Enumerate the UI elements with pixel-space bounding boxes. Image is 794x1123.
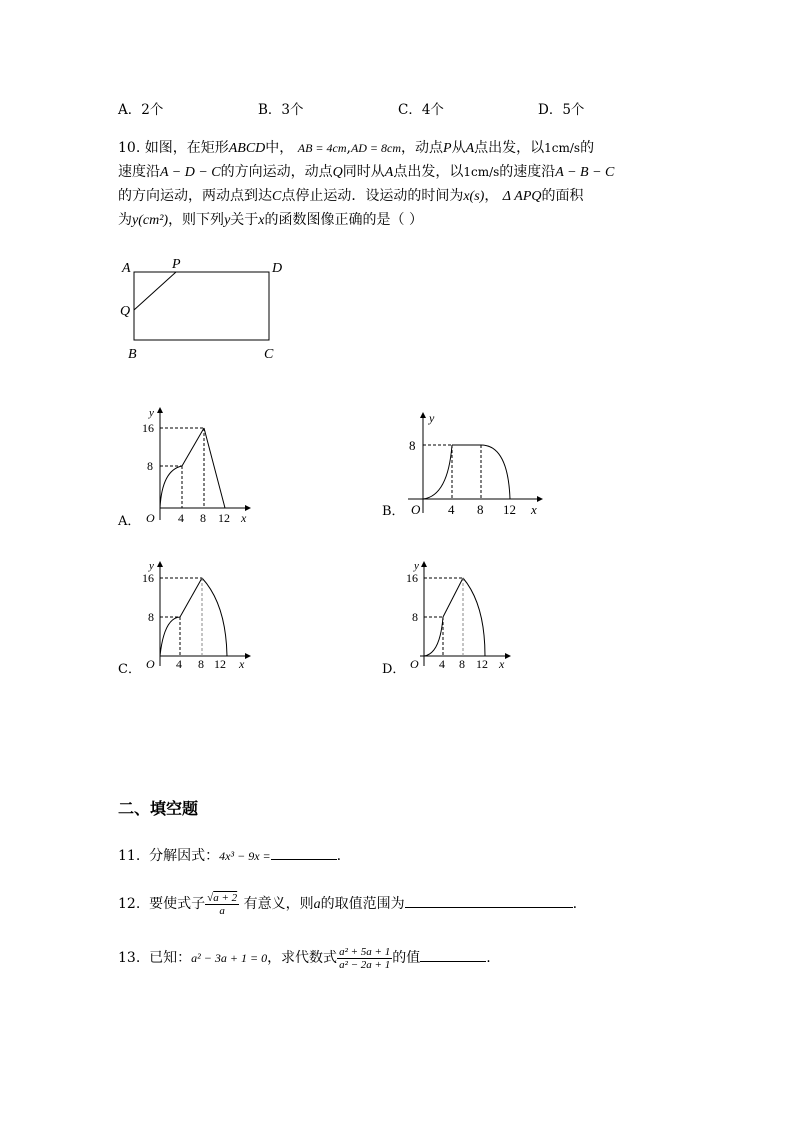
q12-numerator: √a + 2 bbox=[207, 891, 238, 904]
graph-d bbox=[400, 558, 520, 673]
q12: 12. 要使式子 $\frac{√a + 2}{a}$ 有意义，则a的取值范围为 . bbox=[118, 891, 578, 917]
label-b: B bbox=[128, 347, 137, 362]
rectangle-figure bbox=[110, 252, 310, 367]
q13-numerator: a² + 5a + 1 bbox=[339, 945, 391, 958]
origin-label: O bbox=[410, 657, 419, 671]
tick-8: 8 bbox=[412, 610, 418, 624]
q11-number: 11. bbox=[118, 848, 141, 864]
q9-option-d: D．5个 bbox=[538, 102, 585, 118]
graph-a-label: A． bbox=[118, 514, 141, 529]
origin-label: O bbox=[411, 502, 421, 517]
q10-line-1: 10. 如图，在矩形ABCD中， AB = 4cm,AD = 8cm，动点P从A点出发，以1cm/s的 bbox=[118, 140, 595, 156]
curve-segment-3 bbox=[204, 428, 225, 508]
tick-x4: 4 bbox=[176, 657, 182, 671]
tick-16: 16 bbox=[406, 571, 418, 585]
tick-x8: 8 bbox=[200, 511, 206, 525]
tick-x12: 12 bbox=[476, 657, 488, 671]
rectangle-abcd bbox=[134, 272, 269, 340]
tick-8: 8 bbox=[148, 610, 154, 624]
q13-answer-blank[interactable] bbox=[420, 947, 486, 962]
q9-option-a: A．2个 bbox=[118, 102, 164, 118]
tick-x4: 4 bbox=[439, 657, 445, 671]
q10-line-2: 速度沿A − D − C的方向运动，动点Q同时从A点出发，以1cm/s的速度沿A − B − C bbox=[118, 164, 615, 180]
q9-option-c: C．4个 bbox=[398, 102, 444, 118]
q12-denominator: a bbox=[219, 904, 225, 917]
tick-16: 16 bbox=[142, 421, 154, 435]
tick-x12: 12 bbox=[503, 502, 516, 517]
tick-x4: 4 bbox=[178, 511, 184, 525]
label-c: C bbox=[264, 347, 274, 362]
tick-x8: 8 bbox=[477, 502, 484, 517]
section-title: 二、填空题 bbox=[118, 799, 199, 818]
origin-label: O bbox=[146, 511, 155, 525]
tick-x12: 12 bbox=[218, 511, 230, 525]
curve-segment-1 bbox=[424, 617, 443, 656]
x-label: x bbox=[239, 657, 245, 671]
curve-segment-2 bbox=[182, 428, 204, 466]
q9-option-b: B．3个 bbox=[258, 102, 304, 118]
q10-line-4: 为y(cm²)，则下列y关于x的函数图像正确的是（ ） bbox=[118, 212, 423, 228]
y-label: y bbox=[414, 560, 419, 572]
q10-line-3: 的方向运动，两动点到达C点停止运动．设运动的时间为x(s)， Δ APQ的面积 bbox=[118, 188, 584, 204]
tick-x12: 12 bbox=[214, 657, 226, 671]
q12-number: 12. bbox=[118, 896, 141, 912]
curve-segment-1 bbox=[423, 445, 452, 499]
curve-segment-2 bbox=[443, 578, 463, 617]
curve-segment-1 bbox=[160, 466, 182, 508]
label-q: Q bbox=[120, 304, 131, 319]
curve-segment-3 bbox=[463, 578, 485, 656]
label-a: A bbox=[122, 261, 131, 276]
x-label: x bbox=[241, 511, 247, 525]
q13: 13. 已知：a² − 3a + 1 = 0，求代数式 $\frac{\text{a² + 5a + 1}}{\text{a² − 2a + 1}}$ 的值 . bbox=[118, 945, 491, 971]
graph-b-label: B． bbox=[382, 504, 405, 519]
origin-label: O bbox=[146, 657, 155, 671]
graph-b bbox=[400, 408, 550, 523]
label-p: P bbox=[172, 257, 181, 272]
y-label: y bbox=[149, 407, 154, 419]
tick-x4: 4 bbox=[448, 502, 455, 517]
tick-x8: 8 bbox=[198, 657, 204, 671]
x-label: x bbox=[531, 502, 537, 517]
curve-segment-3 bbox=[202, 578, 227, 656]
segment-pq bbox=[134, 272, 176, 310]
q13-denominator: a² − 2a + 1 bbox=[339, 958, 391, 971]
q11-answer-blank[interactable] bbox=[271, 845, 337, 860]
graph-d-label: D． bbox=[382, 662, 406, 677]
curve-segment-3 bbox=[481, 445, 510, 499]
tick-16: 16 bbox=[142, 571, 154, 585]
tick-8: 8 bbox=[147, 459, 153, 473]
q13-fraction bbox=[337, 946, 392, 971]
tick-8: 8 bbox=[409, 438, 416, 453]
q13-number: 13. bbox=[118, 950, 141, 966]
y-label: y bbox=[429, 411, 435, 425]
curve-segment-1 bbox=[160, 617, 180, 656]
label-d: D bbox=[272, 261, 283, 276]
q10-number: 10. bbox=[118, 140, 141, 156]
q11: 11. 分解因式：4x³ − 9x = . bbox=[118, 845, 341, 866]
graph-c bbox=[140, 558, 260, 673]
y-label: y bbox=[149, 560, 154, 572]
q12-answer-blank[interactable] bbox=[405, 893, 573, 908]
graph-a bbox=[140, 402, 260, 527]
x-label: x bbox=[499, 657, 505, 671]
graph-c-label: C． bbox=[118, 662, 141, 677]
tick-x8: 8 bbox=[459, 657, 465, 671]
curve-segment-2 bbox=[180, 578, 202, 617]
q12-fraction bbox=[205, 892, 239, 917]
